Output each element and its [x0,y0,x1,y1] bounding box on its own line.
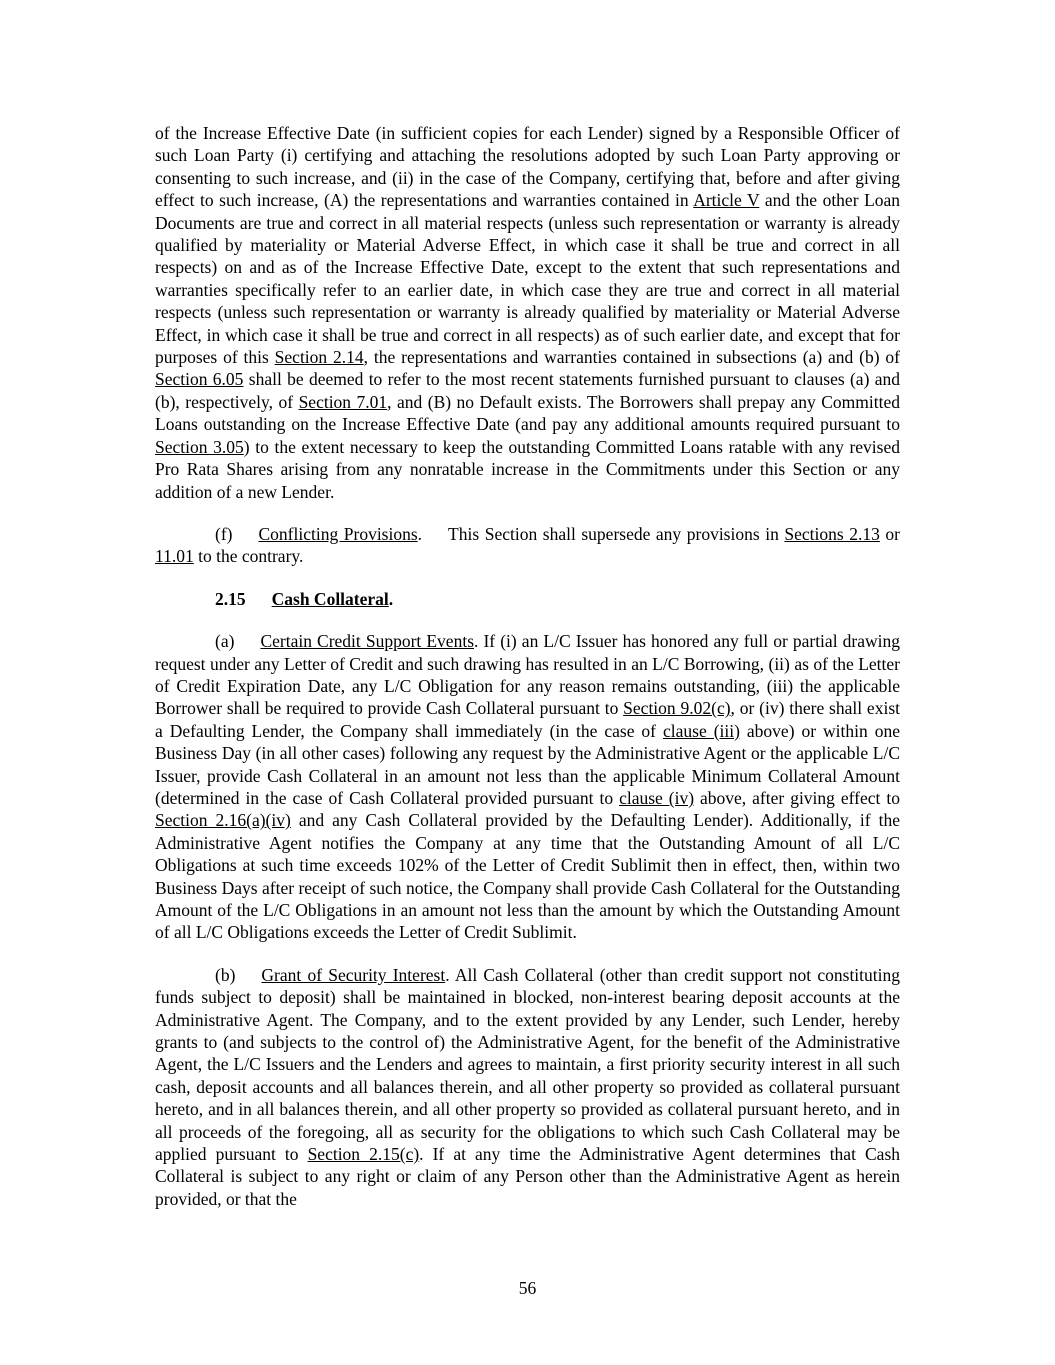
underlined-reference: Conflicting Provisions [258,523,418,544]
text-run: . [388,588,394,609]
underlined-reference: Section 9.02(c) [623,698,731,719]
underlined-reference: Section 7.01 [298,391,388,412]
text-run: above, after giving effect to [694,787,900,808]
text-run: ) to the extent necessary to keep the outstanding Committed Loans ratable with any revised Pro Rata Shares arising from any nonratable increase in the Commitments under this Section or any addition of a new Lender. [155,436,900,502]
text-run: . If (i) an L/C Issuer has honored any full or partial drawing request under any Letter of Credit and such drawing has resulted in an L/C Borrowing, (ii) as of the Letter of Credit Expiration Date, any L/C Obligation for any reason remains outstanding, (iii) the applicable Borrower shall be required to provide Cash Collateral pursuant to [155,631,900,719]
paragraph-b-grant-of-security-interest [155,964,900,1210]
underlined-reference: Cash Collateral [271,588,389,609]
page-number: 56 [518,1277,537,1298]
text-run: above) or within one Business Day (in all other cases) following any request by the Administrative Agent or the applicable L/C Issuer, provide Cash Collateral in an amount not less than the applicable Minimum Collateral Amount (determined in the case of Cash Collateral provided pursuant to [155,720,901,808]
text-run: . [417,523,423,544]
underlined-reference: clause (iv) [619,787,695,808]
text-run: This Section shall supersede any provisions in [448,523,785,544]
document-body [155,122,900,1210]
text-run: . If at any time the Administrative Agent determines that Cash Collateral is subject to any right or claim of any Person other than the Administrative Agent as herein provided, or that the [155,1144,900,1209]
underlined-reference: Section 2.16(a)(iv) [155,810,291,831]
text-run: (b) [215,964,236,985]
underlined-reference: Section 6.05 [155,369,244,390]
underlined-reference: Section 2.14 [274,347,364,368]
text-run: . All Cash Collateral (other than credit support not constituting funds subject to deposit) shall be maintained in blocked, non-interest bearing deposit accounts at the Administrative Agent. The Company, and to the extent provided by any Lender, such Lender, hereby grants to (and subjects to the control of) the Administrative Agent, for the benefit of the Administrative Agent, the L/C Issuers and the Lenders and agrees to maintain, a first priority security interest in all such cash, deposit accounts and all balances therein, and all other property so provided as collateral pursuant hereto, and in all balances therein, and all other property so provided as collateral pursuant hereto, and in all proceeds of the foregoing, all as security for the obligations to which such Cash Collateral may be applied pursuant to [155,964,900,1165]
text-run: , the representations and warranties contained in subsections (a) and (b) of [363,347,900,368]
underlined-reference: clause (iii) [663,720,740,741]
underlined-reference: Section 3.05 [155,436,244,457]
text-run: , and (B) no Default exists. The Borrowers shall prepay any Committed Loans outstanding on the Increase Effective Date (and pay any additional amounts required pursuant to [155,391,900,435]
paragraph-a-certain-credit-support-events [155,630,900,944]
text-run: , or (iv) there shall exist a Defaulting Lender, the Company shall immediately (in the case of [155,698,900,741]
text-run: 2.15 [215,588,246,609]
underlined-reference: 11.01 [155,546,194,567]
paragraph-increase-effective-date-continuation [155,122,900,503]
paragraph-f-conflicting-provisions [155,523,900,568]
text-run: (a) [215,631,235,652]
heading-section-2-15-cash-collateral [155,588,900,610]
underlined-reference: Article V [693,190,760,211]
text-run: and any Cash Collateral provided by the Defaulting Lender). Additionally, if the Administrative Agent notifies the Company at any time that the Outstanding Amount of all L/C Obligations at such time exceeds 102% of the Letter of Credit Sublimit then in effect, then, within two Business Days after receipt of such notice, the Company shall provide Cash Collateral for the Outstanding Amount of the L/C Obligations in an amount not less than the amount by which the Outstanding Amount of all L/C Obligations exceeds the Letter of Credit Sublimit. [155,810,900,943]
text-run: to the contrary. [193,546,304,567]
text-run: of the Increase Effective Date (in sufficient copies for each Lender) signed by a Responsible Officer of such Loan Party (i) certifying and attaching the resolutions adopted by such Loan Party approving or consenting to such increase, and (ii) in the case of the Company, certifying that, before and after giving effect to such increase, (A) the representations and warranties contained in [155,123,900,211]
text-run: or [879,523,901,544]
underlined-reference: Sections 2.13 [784,523,880,544]
underlined-reference: Grant of Security Interest [261,964,446,985]
underlined-reference: Certain Credit Support Events [260,631,474,652]
text-run: and the other Loan Documents are true and correct in all material respects (unless such representation or warranty is already qualified by materiality or Material Adverse Effect, in which case it shall be true and correct in all respects) on and as of the Increase Effective Date, except to the extent that such representations and warranties specifically refer to an earlier date, in which case they are true and correct in all material respects (unless such representation or warranty is already qualified by materiality or Material Adverse Effect, in which case it shall be true and correct in all respects) as of such earlier date, and except that for purposes of this [155,190,901,368]
underlined-reference: Section 2.15(c) [307,1144,420,1165]
text-run: (f) [215,523,233,544]
text-run: shall be deemed to refer to the most recent statements furnished pursuant to clauses (a) and (b), respectively, of [155,369,900,412]
